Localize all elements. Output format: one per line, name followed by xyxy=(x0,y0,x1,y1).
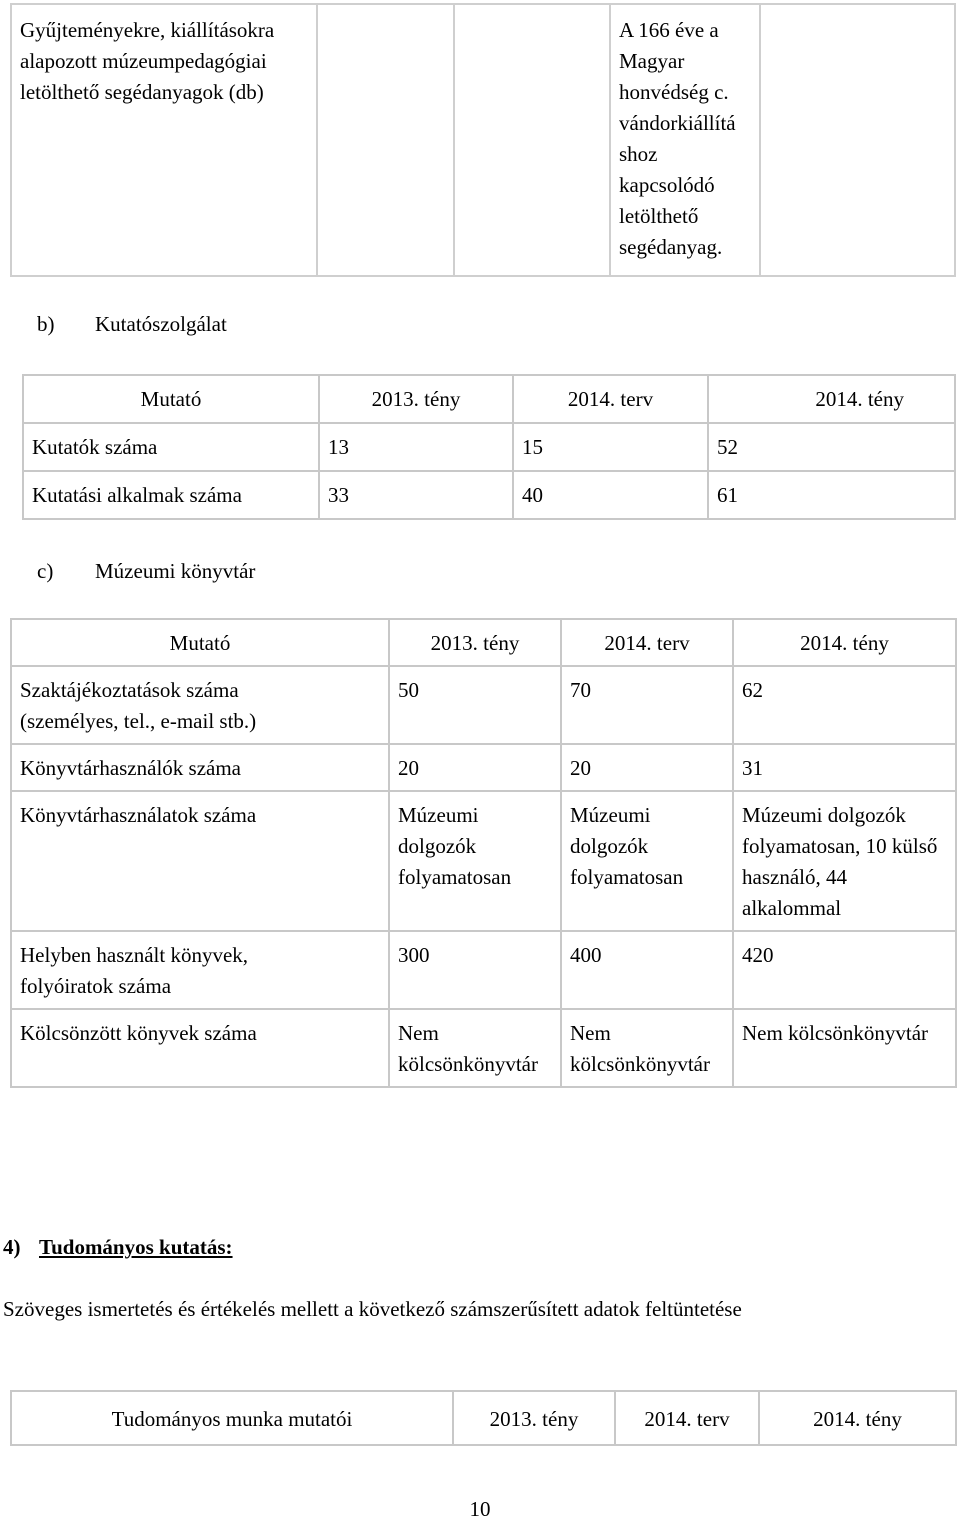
list-marker: c) xyxy=(37,559,54,583)
table-row xyxy=(11,4,955,276)
research-service-table xyxy=(22,374,956,520)
list-marker: b) xyxy=(37,312,55,336)
table-cell: 31 xyxy=(733,744,956,791)
header-cell: 2014. terv xyxy=(615,1391,759,1445)
header-cell: 2013. tény xyxy=(389,619,561,666)
table-cell xyxy=(454,4,610,276)
table-row xyxy=(23,423,955,471)
table-header-row xyxy=(11,1391,956,1445)
list-marker: 4) xyxy=(3,1235,21,1259)
table-row xyxy=(11,744,956,791)
table-cell: Nem kölcsönkönyvtár xyxy=(733,1009,956,1087)
table-header-row xyxy=(11,619,956,666)
table-header-row xyxy=(23,375,955,423)
table-cell: Kutatási alkalmak száma xyxy=(23,471,319,519)
table-cell: Helyben használt könyvek, folyóiratok száma xyxy=(11,931,389,1009)
table-cell: 70 xyxy=(561,666,733,744)
table-cell: 15 xyxy=(513,423,708,471)
header-cell: Mutató xyxy=(11,619,389,666)
table-cell: 33 xyxy=(319,471,513,519)
header-cell: 2014. tény xyxy=(759,1391,956,1445)
table-cell: 300 xyxy=(389,931,561,1009)
header-cell: 2014. tény xyxy=(708,375,955,423)
section-c-heading xyxy=(37,556,255,587)
section-title: Kutatószolgálat xyxy=(95,312,227,336)
table-cell: Múzeumi dolgozók folyamatosan xyxy=(561,791,733,931)
table-cell: 13 xyxy=(319,423,513,471)
table-row xyxy=(11,1009,956,1087)
table-cell: Könyvtárhasználatok száma xyxy=(11,791,389,931)
table-cell: 420 xyxy=(733,931,956,1009)
section-b-heading xyxy=(37,309,227,340)
table-cell: Kölcsönzött könyvek száma xyxy=(11,1009,389,1087)
header-cell: 2013. tény xyxy=(319,375,513,423)
section-title: Múzeumi könyvtár xyxy=(95,559,256,583)
table-cell: 62 xyxy=(733,666,956,744)
table-cell: 61 xyxy=(708,471,955,519)
section-4-heading xyxy=(3,1232,233,1263)
table-row xyxy=(11,666,956,744)
section-4-description: Szöveges ismertetés és értékelés mellett a következő számszerűsített adatok feltüntetése xyxy=(3,1297,742,1321)
table-cell: Múzeumi dolgozók folyamatosan xyxy=(389,791,561,931)
header-cell: Mutató xyxy=(23,375,319,423)
table-cell: 20 xyxy=(561,744,733,791)
museum-library-table xyxy=(10,618,957,1088)
table-row xyxy=(11,931,956,1009)
table-cell: 52 xyxy=(708,423,955,471)
museum-education-table xyxy=(10,3,956,277)
table-cell: 20 xyxy=(389,744,561,791)
row-label: Gyűjteményekre, kiállításokra alapozott múzeumpedagógiai letölthető segédanyagok (db) xyxy=(20,18,275,104)
table-cell xyxy=(11,4,317,276)
table-cell: Könyvtárhasználók száma xyxy=(11,744,389,791)
table-cell: 40 xyxy=(513,471,708,519)
header-cell: 2014. terv xyxy=(513,375,708,423)
scientific-work-table xyxy=(10,1390,957,1446)
table-cell xyxy=(317,4,454,276)
table-cell: Nem kölcsönkönyvtár xyxy=(561,1009,733,1087)
table-row xyxy=(11,791,956,931)
table-cell: Szaktájékoztatások száma (személyes, tel., e-mail stb.) xyxy=(11,666,389,744)
table-cell: 400 xyxy=(561,931,733,1009)
table-cell: Múzeumi dolgozók folyamatosan, 10 külső használó, 44 alkalommal xyxy=(733,791,956,931)
header-cell: 2014. tény xyxy=(733,619,956,666)
section-title: Tudományos kutatás: xyxy=(39,1235,233,1259)
table-cell xyxy=(760,4,955,276)
table-cell: Nem kölcsönkönyvtár xyxy=(389,1009,561,1087)
header-cell: Tudományos munka mutatói xyxy=(11,1391,453,1445)
table-cell: 50 xyxy=(389,666,561,744)
table-cell: A 166 éve a Magyar honvédség c. vándorkiállítá shoz kapcsolódó letölthető segédanyag. xyxy=(610,4,760,276)
table-row xyxy=(23,471,955,519)
page-number: 10 xyxy=(469,1497,491,1521)
table-cell: Kutatók száma xyxy=(23,423,319,471)
header-cell: 2013. tény xyxy=(453,1391,615,1445)
header-cell: 2014. terv xyxy=(561,619,733,666)
